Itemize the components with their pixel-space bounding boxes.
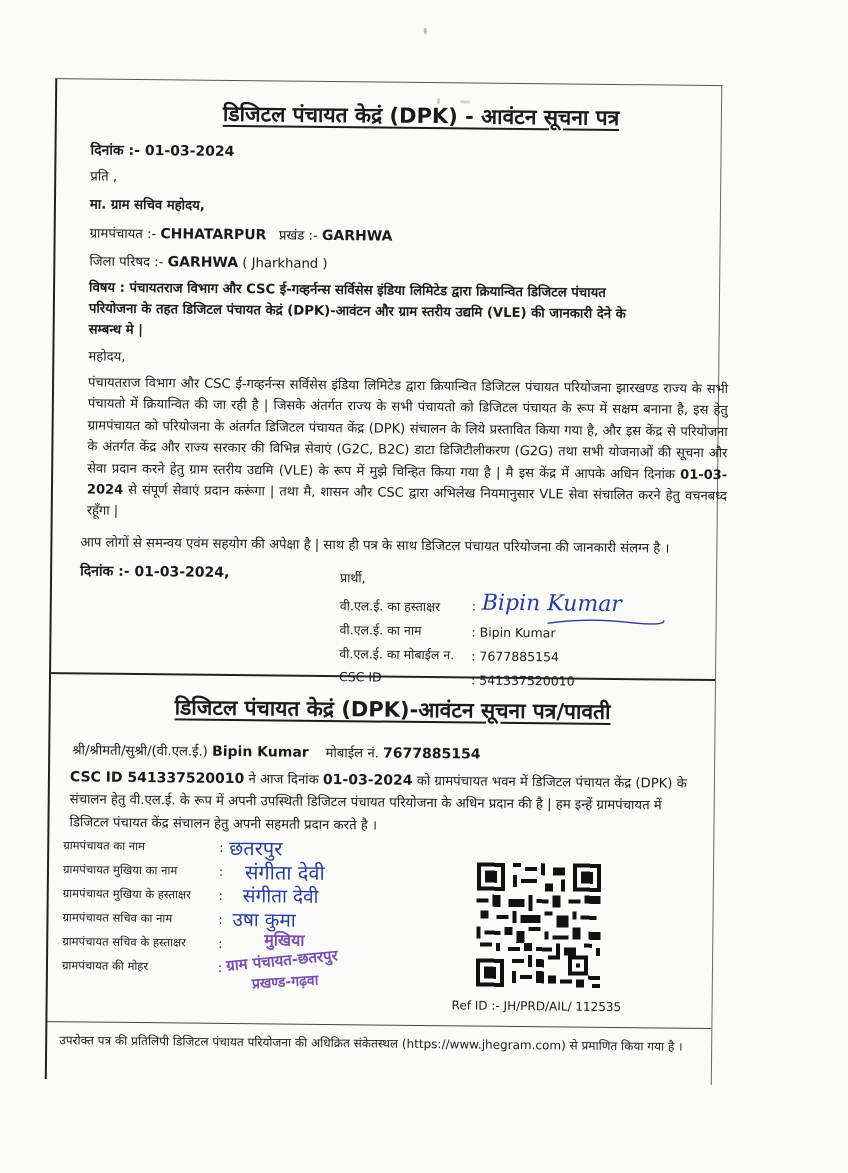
body-date: 01-03-2024 <box>86 467 728 498</box>
field-label-sachiv-name: ग्रामपंचायत सचिव का नाम <box>62 910 173 926</box>
field-colon: : <box>218 887 224 903</box>
receipt-date: 01-03-2024 <box>322 771 413 789</box>
handwritten-sachiv-name: उषा कुमा <box>232 909 296 932</box>
field-colon: : <box>218 863 224 879</box>
salutation: महोदय, <box>88 349 126 365</box>
date-line-2: दिनांक :- 01-03-2024, <box>80 563 230 581</box>
handwritten-panchayat-name: छतरपुर <box>229 835 283 861</box>
addressee: मा. ग्राम सचिव महोदय, <box>89 197 205 214</box>
block-label: प्रखंड :- <box>278 228 318 244</box>
receipt-line-1-mid: ने आज दिनांक <box>248 772 319 788</box>
district-value: GARHWA <box>167 254 239 272</box>
vle-name-label: वी.एल.ई. का नाम <box>339 622 422 638</box>
receipt-csc-id: CSC ID 541337520010 <box>69 769 245 788</box>
receipt-line-1-rest: को ग्रामपंचायत भवन में डिजिटल पंचायत केंद्र (DPK) के <box>416 773 687 792</box>
ref-id: Ref ID :- JH/PRD/AIL/ 112535 <box>451 998 622 1015</box>
vle-mobile: : 7677885154 <box>471 648 560 665</box>
subject-line-1: विषय : पंचायतराज विभाग और CSC ई-गव्हर्नन्स सर्विसेस इंडिया लिमिटेड द्वारा क्रियान्वित डिजिटल पंचायत <box>89 280 606 301</box>
letter-body <box>87 372 729 529</box>
field-colon: : <box>217 959 223 975</box>
csc-id-label: CSC ID <box>338 669 382 685</box>
gram-label: ग्रामपंचायत :- <box>89 226 157 243</box>
field-label-panchayat-name: ग्रामपंचायत का नाम <box>63 838 146 854</box>
seal-line-3: प्रखण्ड-गढ़वा <box>251 972 319 993</box>
district-label: जिला परिषद :- <box>89 254 164 271</box>
handwritten-mukhiya-sign: संगीता देवी <box>242 885 319 908</box>
date-line: दिनांक :- 01-03-2024 <box>90 142 235 160</box>
field-label-seal: ग्रामपंचायत की मोहर <box>61 958 149 974</box>
subject-line-3: सम्बन्ध मे | <box>88 322 144 339</box>
signature-stroke <box>546 615 666 628</box>
mobile-value: 7677885154 <box>382 745 481 763</box>
field-colon: : <box>218 935 223 951</box>
body-part-2: से संपूर्ण सेवाएं प्रदान करूंगा | तथा मै, शासन और CSC द्वारा अभिलेख नियमानुसार VLE सेवा संचालित करने हेतु वचनबध्द रहूँगा | <box>86 482 728 520</box>
receipt-title: डिजिटल पंचायत केद्रं (DPK)-आवंटन सूचना पत्र/पावती <box>174 695 611 724</box>
vle-name: : Bipin Kumar <box>471 624 556 641</box>
receipt-line-3: डिजिटल पंचायत केंद्र संचालन हेतु अपनी सहमती प्रदान करते है । <box>69 815 378 834</box>
field-label-mukhiya-name: ग्रामपंचायत मुखिया का नाम <box>62 862 178 878</box>
subject-line-2: परियोजना के तहत डिजिटल पंचायत केद्रं (DPK)-आवंटन और ग्राम स्तरीय उद्यमि (VLE) की जानकारी देने के <box>88 301 626 323</box>
footer-note: उपरोक्त पत्र की प्रतिलिपी डिजिटल पंचायत परियोजना की अधिक्रित संकेतस्थल (https://www.jhegram.com) से प्रमाणित किया गया है । <box>59 1033 683 1054</box>
body-part-1: पंचायतराज विभाग और CSC ई-गव्हर्नन्स सर्विसेस इंडिया लिमिटेड द्वारा क्रियान्वित डिजिटल पंचायत परियोजना झारखण्ड राज्य के सभी पंचायतो में क्रियान्वित की जा रही है | जिसके अंतर्गत राज्य के सभी पंचायतो को डिजिटल पंचायत के रूप में सक्षम बनाना है, इस हेतु ग्रामपंचायत को परियोजना के अंतर्गत डिजिटल पंचायत केंद्र (DPK) संचालन के लिये प्रस्तावित किया गया है, और इस केंद्र से परियोजना के अंतर्गत केंद्र और राज्य सरकार की विभिन्न सेवाएं (G2C, B2C) डाटा डिजिटीलीकरण (G2G) तथा सभी योजनाओं की सूचना और सेवा प्रदान करने हेतु ग्राम स्तरीय उद्यमि (VLE) के रूप में मुझे चिन्हित किया गया है | मै इस केंद्र में आपके अधिन दिनांक <box>87 375 729 483</box>
field-label-mukhiya-sign: ग्रामपंचायत मुखिया के हस्ताक्षर <box>62 886 191 902</box>
gram-panchayat-line <box>90 224 393 246</box>
applicant-label: प्रार्थी, <box>339 570 366 586</box>
vle-sign-colon: : <box>471 598 477 614</box>
field-colon: : <box>219 839 224 855</box>
scan-speck <box>424 28 427 34</box>
gram-value: CHHATARPUR <box>160 226 267 244</box>
field-label-sachiv-sign: ग्रामपंचायत सचिव के हस्ताक्षर <box>62 934 187 950</box>
seal-line-2: ग्राम पंचायत-छतरपुर <box>225 946 339 975</box>
state-value: ( Jharkhand ) <box>242 256 328 272</box>
handwritten-mukhiya-name: संगीता देवी <box>244 860 325 885</box>
person-name: Bipin Kumar <box>212 743 309 761</box>
prati-text: प्रति , <box>90 169 118 185</box>
field-colon: : <box>218 911 223 927</box>
vle-mobile-label: वी.एल.ई. का मोबाईल न. <box>339 646 455 663</box>
person-prefix: श्री/श्रीमती/सुश्री/(वी.एल.ई.) <box>72 743 208 760</box>
vle-sign-label: वी.एल.ई. का हस्ताक्षर <box>339 598 441 615</box>
mobile-label: मोबाईल नं. <box>325 745 379 762</box>
block-value: GARHWA <box>321 227 393 245</box>
letter-title: डिजिटल पंचायत केद्रं (DPK) - आवंटन सूचना पत्र <box>222 101 620 131</box>
seal-line-1: मुखिया <box>264 930 305 950</box>
body-closing-line: आप लोगों से समन्वय एवंम सहयोग की अपेक्षा है | साथ ही पत्र के साथ डिजिटल पंचायत परियोजना की जानकारी संलग्न है । <box>80 535 670 557</box>
vle-signature: Bipin Kumar <box>481 590 623 618</box>
district-line <box>89 252 327 273</box>
csc-id: : 541337520010 <box>470 672 575 689</box>
qr-code <box>472 859 605 992</box>
receipt-line-2: संचालन हेतु वी.एल.ई. के रूप में अपनी उपस्थिती डिजिटल पंचायत परियोजना के अधिन प्रदान की है | हम इन्हें ग्रामपंचायत में <box>69 792 662 814</box>
